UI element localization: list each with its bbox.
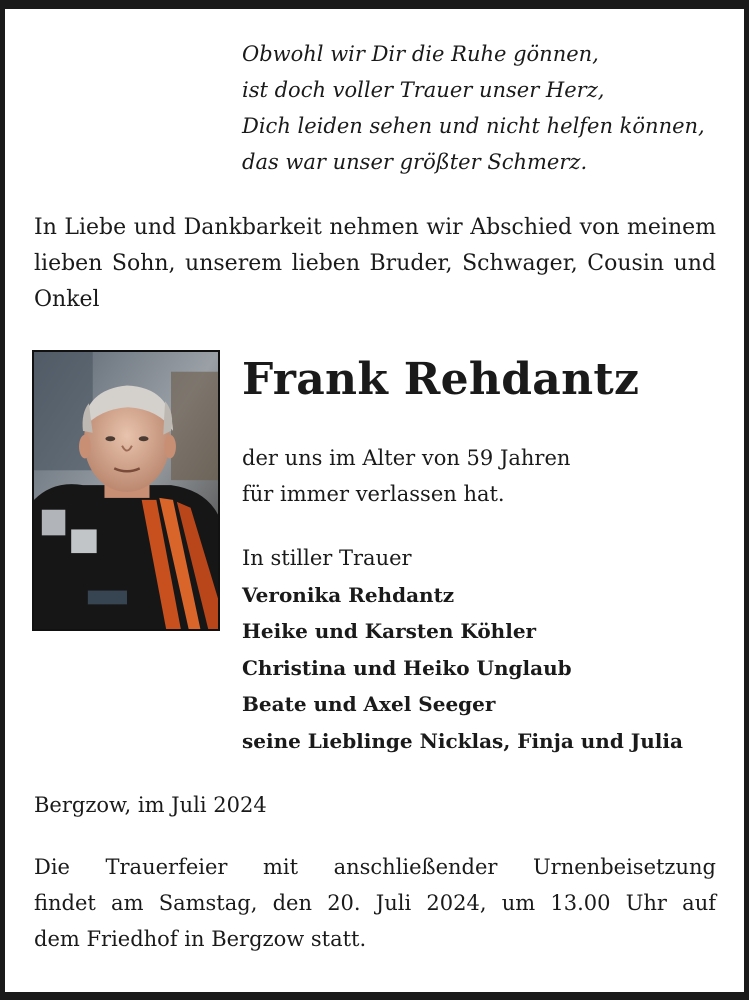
service-line: dem Friedhof in Bergzow statt. (34, 927, 367, 951)
intro-text: In Liebe und Dankbarkeit nehmen wir Abschied von meinem lieben Sohn, unserem lieben Bruder, Schwager, Cousin und Onkel (34, 215, 716, 312)
mourner-name: Beate und Axel Seeger (242, 692, 496, 717)
age-line: für immer verlassen hat. (242, 482, 505, 506)
service-line: findet am Samstag, den 20. Juli 2024, um 13.00 Uhr auf (34, 891, 716, 915)
age-statement (242, 440, 570, 512)
poem-line: Obwohl wir Dir die Ruhe gönnen, (242, 42, 599, 66)
service-info (34, 849, 716, 957)
poem (242, 36, 705, 180)
mourner-name: Christina und Heiko Unglaub (242, 655, 572, 680)
portrait-photo (32, 350, 220, 631)
mourner-name: Heike und Karsten Köhler (242, 619, 537, 644)
place-date: Bergzow, im Juli 2024 (34, 793, 267, 817)
mourners-lead: In stiller Trauer (242, 546, 412, 570)
poem-line: Dich leiden sehen und nicht helfen können, (242, 114, 705, 138)
service-line: Die Trauerfeier mit anschließender Urnenbeisetzung (34, 855, 716, 879)
poem-line: das war unser größter Schmerz. (242, 150, 588, 174)
deceased-name: Frank Rehdantz (242, 354, 640, 405)
portrait-image (34, 352, 218, 629)
mourner-name: Veronika Rehdantz (242, 582, 455, 607)
mourner-name: seine Lieblinge Nicklas, Finja und Julia (242, 728, 683, 753)
poem-line: ist doch voller Trauer unser Herz, (242, 78, 605, 102)
mourners-list (242, 540, 683, 760)
age-line: der uns im Alter von 59 Jahren (242, 446, 571, 470)
